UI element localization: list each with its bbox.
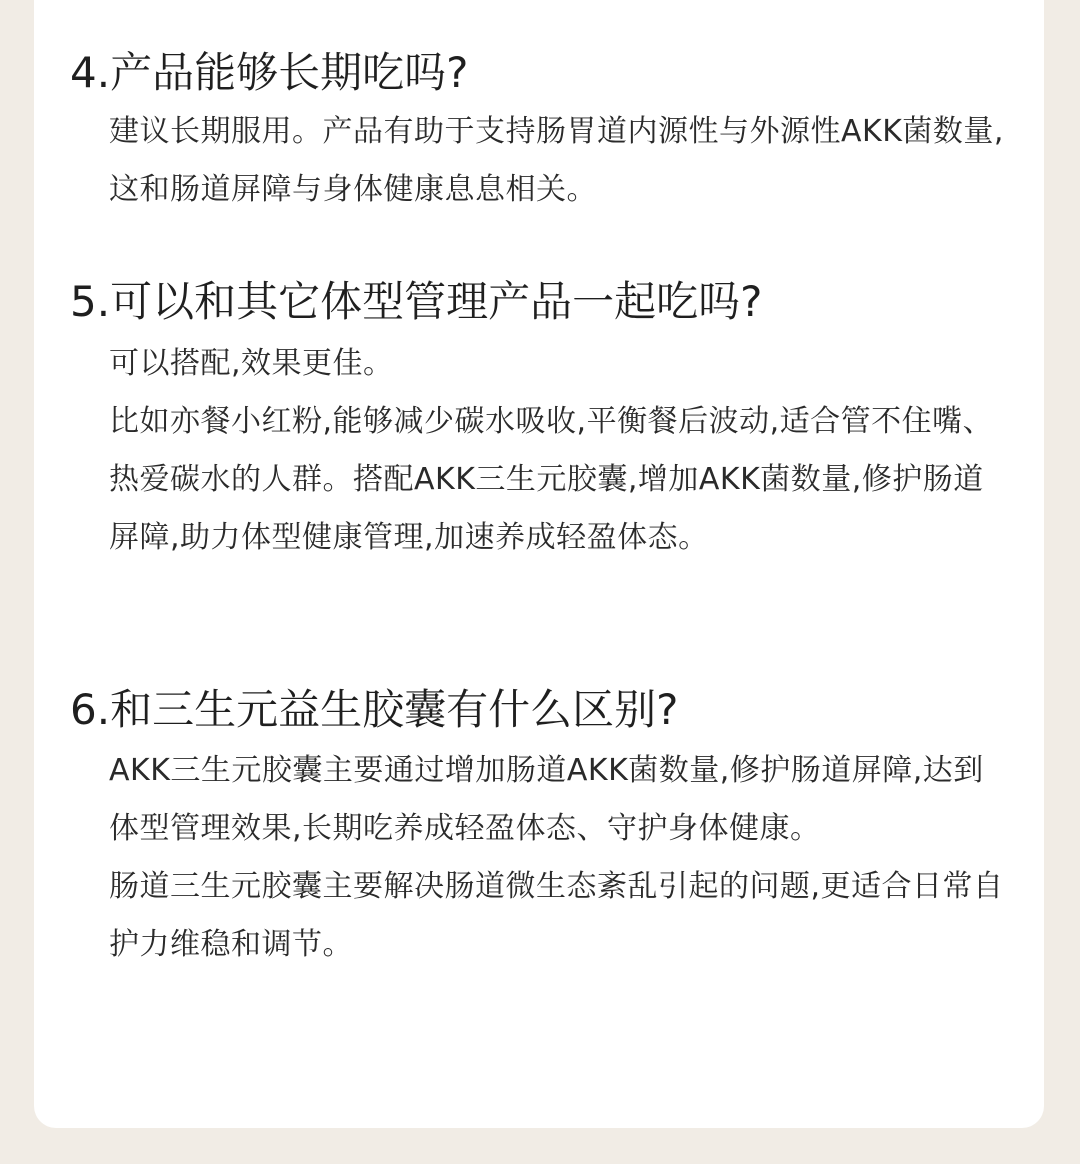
faq-answer-paragraph: 肠道三生元胶囊主要解决肠道微生态紊乱引起的问题,更适合日常自护力维稳和调节。 [109, 869, 1004, 962]
faq-answer [109, 742, 1009, 974]
faq-answer [109, 103, 1009, 219]
faq-question: 6.和三生元益生胶囊有什么区别? [70, 685, 679, 734]
faq-answer-paragraph: AKK三生元胶囊主要通过增加肠道AKK菌数量,修护肠道屏障,达到体型管理效果,长期吃养成轻盈体态、守护身体健康。 [109, 753, 984, 846]
faq-answer-paragraph: 建议长期服用。产品有助于支持肠胃道内源性与外源性AKK菌数量,这和肠道屏障与身体健康息息相关。 [109, 114, 1004, 207]
faq-answer-paragraph: 比如亦餐小红粉,能够减少碳水吸收,平衡餐后波动,适合管不住嘴、热爱碳水的人群。搭配AKK三生元胶囊,增加AKK菌数量,修护肠道屏障,助力体型健康管理,加速养成轻盈体态。 [109, 404, 994, 555]
faq-answer [109, 335, 1009, 567]
faq-card [34, 0, 1044, 1128]
faq-answer-paragraph: 可以搭配,效果更佳。 [109, 346, 394, 381]
faq-question: 4.产品能够长期吃吗? [70, 48, 469, 97]
faq-question: 5.可以和其它体型管理产品一起吃吗? [70, 277, 763, 326]
